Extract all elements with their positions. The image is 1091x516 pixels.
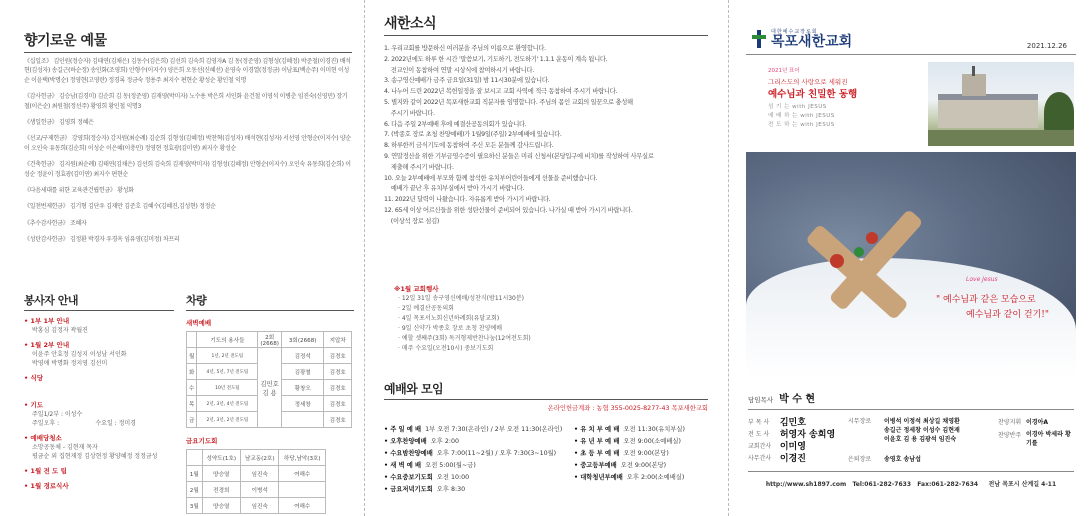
dawn-title: 새벽예배 [186, 319, 212, 327]
table-cell: 김경호 [324, 364, 352, 380]
news-item: 9. 연말정산을 위한 기부금영수증이 필요하신 분들은 미리 신청서(본당입구에 비치)를 작성하여 사무실로 [384, 152, 654, 160]
worship-name: • 수요밤찬양예배 [384, 450, 433, 457]
church-logo [752, 28, 852, 50]
worship-row [574, 472, 708, 484]
accompanist-names: 이경아 박세라 황기를 [1026, 431, 1071, 447]
friday-title: 금요기도회 [186, 437, 218, 445]
divider [748, 409, 1074, 410]
event-item: · 매주 수요일(오전10시) 중보기도회 [398, 345, 494, 352]
news-item: 7. (박종호 장로 초청 찬양예배)가 1월9일(주일) 2부예배에 있습니다. [384, 131, 562, 139]
table-cell: 여해수 [279, 498, 326, 514]
table-cell: 김민호 김 용 [258, 348, 282, 428]
table-cell: 1월 [187, 466, 203, 482]
photo-quote-1: " 예수님과 같은 모습으로 [936, 295, 1036, 305]
volunteer-heading: • 1월 전 도 팀 [24, 467, 67, 475]
news-item: 8. 하루한끼 금식기도에 동참하여 주신 모든 분들께 감사드립니다. [384, 142, 554, 150]
table-cell: 10년 전도팀 [197, 380, 258, 396]
worship-time: 오전 11:30(유치부실) [623, 426, 685, 433]
news-item: 4. 나누어 드린 2022년 복헌일정을 잘 보시고 교회 사역에 적극 동참하여 주시기 바랍니다. [384, 88, 618, 96]
volunteer-line: 박홍심 김정자 곽월진 [32, 327, 88, 334]
table-row [187, 466, 326, 482]
table-cell: 화 [187, 364, 197, 380]
event-item: · 12일 31일 송구영신예배/성찬식(밤11시30분) [398, 295, 525, 302]
table-cell: 임진숙 [241, 498, 279, 514]
vehicle-title: 차량 [186, 294, 207, 307]
contact-footer: http://www.sh1897.com Tel:061-282-7633 Fax:061-282-7634 전남 목포시 산계길 4-11 [765, 481, 1057, 488]
volunteer-heading: • 기도 [24, 401, 43, 409]
volunteer-line: 평금순 외 집현재정 김상현정 황양혜정 정정금성 [32, 453, 158, 460]
offering-entry: 《건축헌금》 김지원(최순례) 김태연(김채은) 김선희 김숙희 김재영(박미자) 김형성(김혜정) 안형순(이지수) 오인숙 유동희(김순희) 이성순 정윤이 정효광(김미연) 최지수 편현순 [24, 161, 351, 178]
staff-row [748, 417, 848, 429]
worship-row [384, 448, 574, 460]
worship-name: • 주 일 예 배 [384, 426, 422, 433]
staff-name: 이경진 [779, 454, 806, 464]
jan-events-title: ※1월 교회행사 [394, 285, 439, 293]
divider [186, 310, 354, 311]
offering-entry: 《십일조》 김인원(정승자) 김태연(김채은) 김동수(김은희) 김선희 김숙희 김영자A 김 동(정준영) 김형성(김혜정) 박준철(이경진) 배석현(김성자) 송길근(하순정) 송인화(조영희) 안형수(이지수) 양은희 오동선(신혜선) 윤영숙 이경열(정정금) 이남표(백순주) 이미현 이성순 이윤택(박명순) 정영현(고영란) 정경록 정금숙 정용주 최지수 편현순 황성순 황인철 익명 [24, 58, 351, 84]
news-item: 전교인이 동참하여 연말 시상식에 참여하시기 바랍니다. [384, 66, 535, 74]
bulletin-date: 2021.12.26 [1026, 42, 1067, 50]
conductor-label: 찬양지휘 [998, 419, 1022, 426]
news-item: 6. 다음 주일 2부예배 후에 예결산공동의회가 있습니다. [384, 120, 527, 128]
table-cell: 금 [187, 412, 197, 428]
denomination: 대한예수교장로회 [771, 29, 818, 35]
news-item: 1. 우리교회를 방문하신 여러분을 주님의 이름으로 환영합니다. [384, 45, 546, 52]
offering-entry: 《생일헌금》 김영희 정혜은 [24, 119, 94, 127]
table-header-cell: 기도의 용사들 [197, 332, 258, 348]
table-cell: 2년, 3년, 2년 전도팀 [197, 412, 258, 428]
worship-name: • 중고등부예배 [574, 462, 617, 469]
volunteer-line: 주일1/2부 : 이성수 [32, 411, 83, 418]
worship-time: 오후 7:00(11~2월) / 오후 7:30(3~10월) [436, 450, 557, 457]
worship-time: 오전 9:00(본당) [623, 450, 669, 457]
elders-block [848, 417, 998, 465]
table-row [187, 498, 326, 514]
online-account: 온라인헌금계좌 : 농협 355-0025-8277-43 목포새한교회 [547, 405, 708, 412]
staff-name: 이미영 [779, 442, 806, 452]
worship-time: 오후 2:00(소예배실) [626, 474, 685, 481]
table-cell: 1년, 2년 전도팀 [197, 348, 258, 364]
worship-row [384, 460, 574, 472]
news-item: 3. 송구영신예배가 금주 금요일(31일) 밤 11시30분에 있습니다. [384, 77, 550, 85]
event-item: · 4일 목포서노회신년하례회(유달교회) [398, 315, 500, 322]
staff-role: 사무간사 [748, 455, 772, 462]
church-building-photo [928, 62, 1074, 146]
divider [24, 310, 174, 311]
staff-role: 교회간사 [748, 443, 772, 450]
table-cell: 김경호 [324, 412, 352, 428]
news-item: 12. 65세 이상 어르신들을 위한 성탄선물이 준비되어 있습니다. 나가실 때 받아 가시기 바랍니다. [384, 206, 633, 214]
volunteer-heading: • 예배당청소 [24, 434, 62, 442]
music-block [998, 417, 1074, 465]
retired-elders: 송영호 송남섭 [884, 456, 921, 463]
event-item: · 9일 신약가 박종호 장로 초청 찬양예배 [398, 325, 503, 332]
church-name: 목포새한교회 [771, 34, 853, 50]
motto-english [768, 103, 857, 130]
staff-row [748, 453, 848, 465]
table-header-cell: 지압차 [324, 332, 352, 348]
table-header-cell: 성약도(1호) [202, 450, 240, 466]
worship-row [384, 424, 574, 436]
table-header-cell [187, 450, 203, 466]
table-header-cell [187, 332, 197, 348]
table-cell: 정세창 [281, 396, 323, 412]
news-item: 10. 오늘 2부예배에 부모와 함께 참석한 유치부어린이들에게 선물을 준비했습니다. [384, 174, 598, 182]
table-cell [279, 482, 326, 498]
news-item: 주시기 바랍니다. [384, 109, 435, 117]
elder-line: 이병석 이정석 최상길 채영환 [884, 418, 960, 425]
worship-row [574, 448, 708, 460]
worship-time: 오전 10:00 [436, 474, 470, 481]
worship-list-right [574, 424, 708, 496]
retired-label: 은퇴장로 [848, 456, 872, 463]
staff-table [748, 417, 848, 465]
table-cell: 임진숙 [241, 466, 279, 482]
volunteer-line: 이윤주 안효정 김성지 이성남 서인화 [32, 351, 127, 358]
friday-vehicle-table [186, 449, 326, 514]
divider [384, 399, 708, 400]
offering-entry: 《일천번제헌금》 김기형 김단우 김재만 김준호 김혜수(김혜진,김성현) 정정순 [24, 203, 216, 211]
worship-name: • 오후찬양예배 [384, 438, 427, 445]
volunteer-heading: • 1월 경로식사 [24, 482, 69, 490]
worship-row [574, 460, 708, 472]
volunteer-list-2 [24, 400, 174, 496]
worship-time: 오후 2:00 [430, 438, 460, 445]
worship-name: • 새 벽 예 배 [384, 462, 422, 469]
table-cell: 여해수 [279, 466, 326, 482]
staff-name: 김민호 [779, 418, 806, 428]
elders-label: 시무장로 [848, 418, 872, 425]
volunteer-heading: • 1부 1부 안내 [24, 317, 70, 325]
table-header-cell: 2회(2668) [258, 332, 282, 348]
offering-entry: 《추수감사헌금》 조혜자 [24, 219, 87, 227]
volunteer-line: 소망공동체 - 김현재 목자 [32, 444, 98, 451]
event-item: · 2일 예결산공동의회 [398, 305, 454, 312]
offering-entry: 《선교/구제헌금》 강영희(정승자) 강지원(최순례) 김순희 김형성(김혜정) 박찬혁(김성자) 배석현(김성자) 서선영 안형순(이지수) 양순이 오인숙 유동희(김순희) 이성순 이은혜(이충민) 정영현 정효광(김미연) 최지수 황성순 [24, 135, 351, 152]
panel-right [728, 0, 1091, 516]
table-header-cell: 남교동(2호) [241, 450, 279, 466]
panel-left [0, 0, 364, 516]
news-item: 2. 2022년에도 하루 한 시간 '말씀보기, 기도하기, 전도하기' 1.1.1 운동이 계속 됩니다. [384, 55, 608, 63]
event-item: · 예할 셋째주(3회) 독거형제반찬나눔(12여전도회) [398, 335, 531, 342]
offering-entry: 《다음세대를 위한 교육관건립헌금》 황성화 [24, 187, 134, 195]
love-jesus-text: Love Jesus [966, 276, 998, 283]
motto-block [768, 66, 857, 130]
divider [748, 471, 1074, 472]
offering-entry: 《감사헌금》 김승남(김경미) 김순희 김 동(정준영) 김재영(박미자) 노수용 박은희 서인화 윤건철 이영석 이병춘 임진숙(신영민) 장기철(이은순) 최원철(정선주) 황영희 황인철 익명3 [24, 93, 348, 110]
table-header-cell: 하당,남악(3호) [279, 450, 326, 466]
offering-list [24, 57, 352, 245]
jan-events-list [394, 294, 694, 354]
staff-row [748, 441, 848, 453]
worship-name: • 수요중보기도회 [384, 474, 433, 481]
table-row [187, 482, 326, 498]
elder-line: 송길근 정세창 이성수 김현재 [884, 427, 960, 434]
table-cell: 2년, 3년, 4년 전도팀 [197, 396, 258, 412]
motto-year: 2021년 표어 [768, 68, 800, 74]
table-cell: 4년, 5년, 7년 전도팀 [197, 364, 258, 380]
divider [24, 52, 352, 53]
worship-name: • 대학청년부예배 [574, 474, 623, 481]
motto-en-line: 예 배 하 는 with JESUS [768, 113, 835, 119]
worship-row [574, 436, 708, 448]
accompanist-label: 찬양반주 [998, 432, 1022, 439]
news-item: 5. 별지와 같이 2022년 목포새한교회 직분자를 임명합니다. 주님의 몸인 교회의 일꾼으로 충성해 [384, 98, 633, 106]
dawn-vehicle-table [186, 331, 352, 428]
table-cell: 황창오 [281, 380, 323, 396]
motto-en-line: 전 도 하 는 with JESUS [768, 122, 835, 128]
table-cell: 월 [187, 348, 197, 364]
staff-row [748, 429, 848, 441]
cross-logo-icon [752, 30, 766, 48]
staff-role: 전 도 사 [748, 431, 770, 438]
news-list [384, 44, 708, 228]
pastor-label: 담임목사 [748, 396, 774, 404]
table-cell [281, 412, 323, 428]
motto-en-line: 섬 기 는 with JESUS [768, 104, 827, 110]
volunteer-line: 박영애 박명화 정지영 김선미 [32, 360, 108, 367]
table-cell: 김경호 [324, 396, 352, 412]
pastor-name: 박 수 현 [779, 394, 816, 405]
news-item: 예배가 끝난 후 유치부실에서 받아 가시기 바랍니다. [384, 185, 525, 193]
table-cell: 양승열 [202, 498, 240, 514]
worship-time: 오전 5:00(월~금) [425, 462, 476, 469]
volunteer-line: 주일오후 : 수요일 : 정미경 [32, 420, 136, 427]
table-cell: 김경호 [324, 348, 352, 364]
staff-name: 허영자 송희영 [779, 430, 836, 440]
offering-title: 향기로운 예물 [24, 33, 107, 49]
worship-name: • 초 등 부 예 배 [574, 450, 620, 457]
news-item: (이상석 장로 섬김) [384, 217, 440, 225]
volunteer-list [24, 316, 174, 388]
elders-list [884, 417, 960, 444]
worship-time: 1부 오전 7:30(온라인) / 2부 오전 11:30(온라인) [425, 426, 563, 433]
worship-row [574, 424, 708, 436]
volunteer-title: 봉사자 안내 [24, 294, 78, 307]
cross-snow-photo [746, 152, 1076, 378]
worship-row [384, 484, 574, 496]
conductor-name: 이경아A [1026, 419, 1049, 426]
worship-name: • 금요저녁기도회 [384, 486, 433, 493]
spacer [24, 383, 174, 388]
worship-time: 오전 9:00(소예배실) [623, 438, 681, 445]
table-cell: 2월 [187, 482, 203, 498]
panel-middle [364, 0, 728, 516]
table-cell: 3월 [187, 498, 203, 514]
worship-time: 오전 9:00(본당) [620, 462, 667, 469]
table-cell: 김정석 [281, 348, 323, 364]
news-item: 11. 2022년 달력이 나왔습니다. 자유롭게 받아 가시기 바랍니다. [384, 196, 551, 204]
elder-line: 이윤호 김 용 김광석 임진숙 [884, 436, 957, 443]
table-header-cell: 3회(2668) [281, 332, 323, 348]
table-cell: 양승열 [202, 466, 240, 482]
table-cell: 이병석 [241, 482, 279, 498]
divider [746, 54, 1076, 55]
motto-line1: 그리스도의 사랑으로 세워진 [768, 78, 848, 86]
photo-quote-2: 예수님과 같이 걷기!" [966, 310, 1050, 320]
news-title: 새한소식 [384, 16, 437, 32]
table-cell: 김경호 [324, 380, 352, 396]
divider [384, 35, 708, 36]
worship-row [384, 436, 574, 448]
table-cell: 전경희 [202, 482, 240, 498]
worship-row [384, 472, 574, 484]
table-row [187, 348, 352, 364]
worship-list-left [384, 424, 574, 496]
motto-line2: 예수님과 친밀한 동행 [768, 89, 858, 100]
worship-name: • 유 치 부 예 배 [574, 426, 620, 433]
volunteer-heading: • 식당 [24, 374, 43, 382]
volunteer-heading: • 1월 2부 안내 [24, 341, 70, 349]
spacer [24, 491, 174, 496]
worship-title: 예배와 모임 [384, 382, 444, 396]
table-cell: 김광철 [281, 364, 323, 380]
news-item: 제출해 주시기 바랍니다. [384, 163, 454, 171]
staff-role: 부 목 사 [748, 419, 770, 426]
pastor-line [748, 390, 1074, 405]
table-cell: 수 [187, 380, 197, 396]
worship-name: • 유 년 부 예 배 [574, 438, 620, 445]
table-cell: 목 [187, 396, 197, 412]
worship-time: 오후 8:30 [436, 486, 466, 493]
offering-entry: 《성탄감사헌금》 김정환 박경자 우경옥 임유영(김미정) 차프리 [24, 236, 180, 244]
